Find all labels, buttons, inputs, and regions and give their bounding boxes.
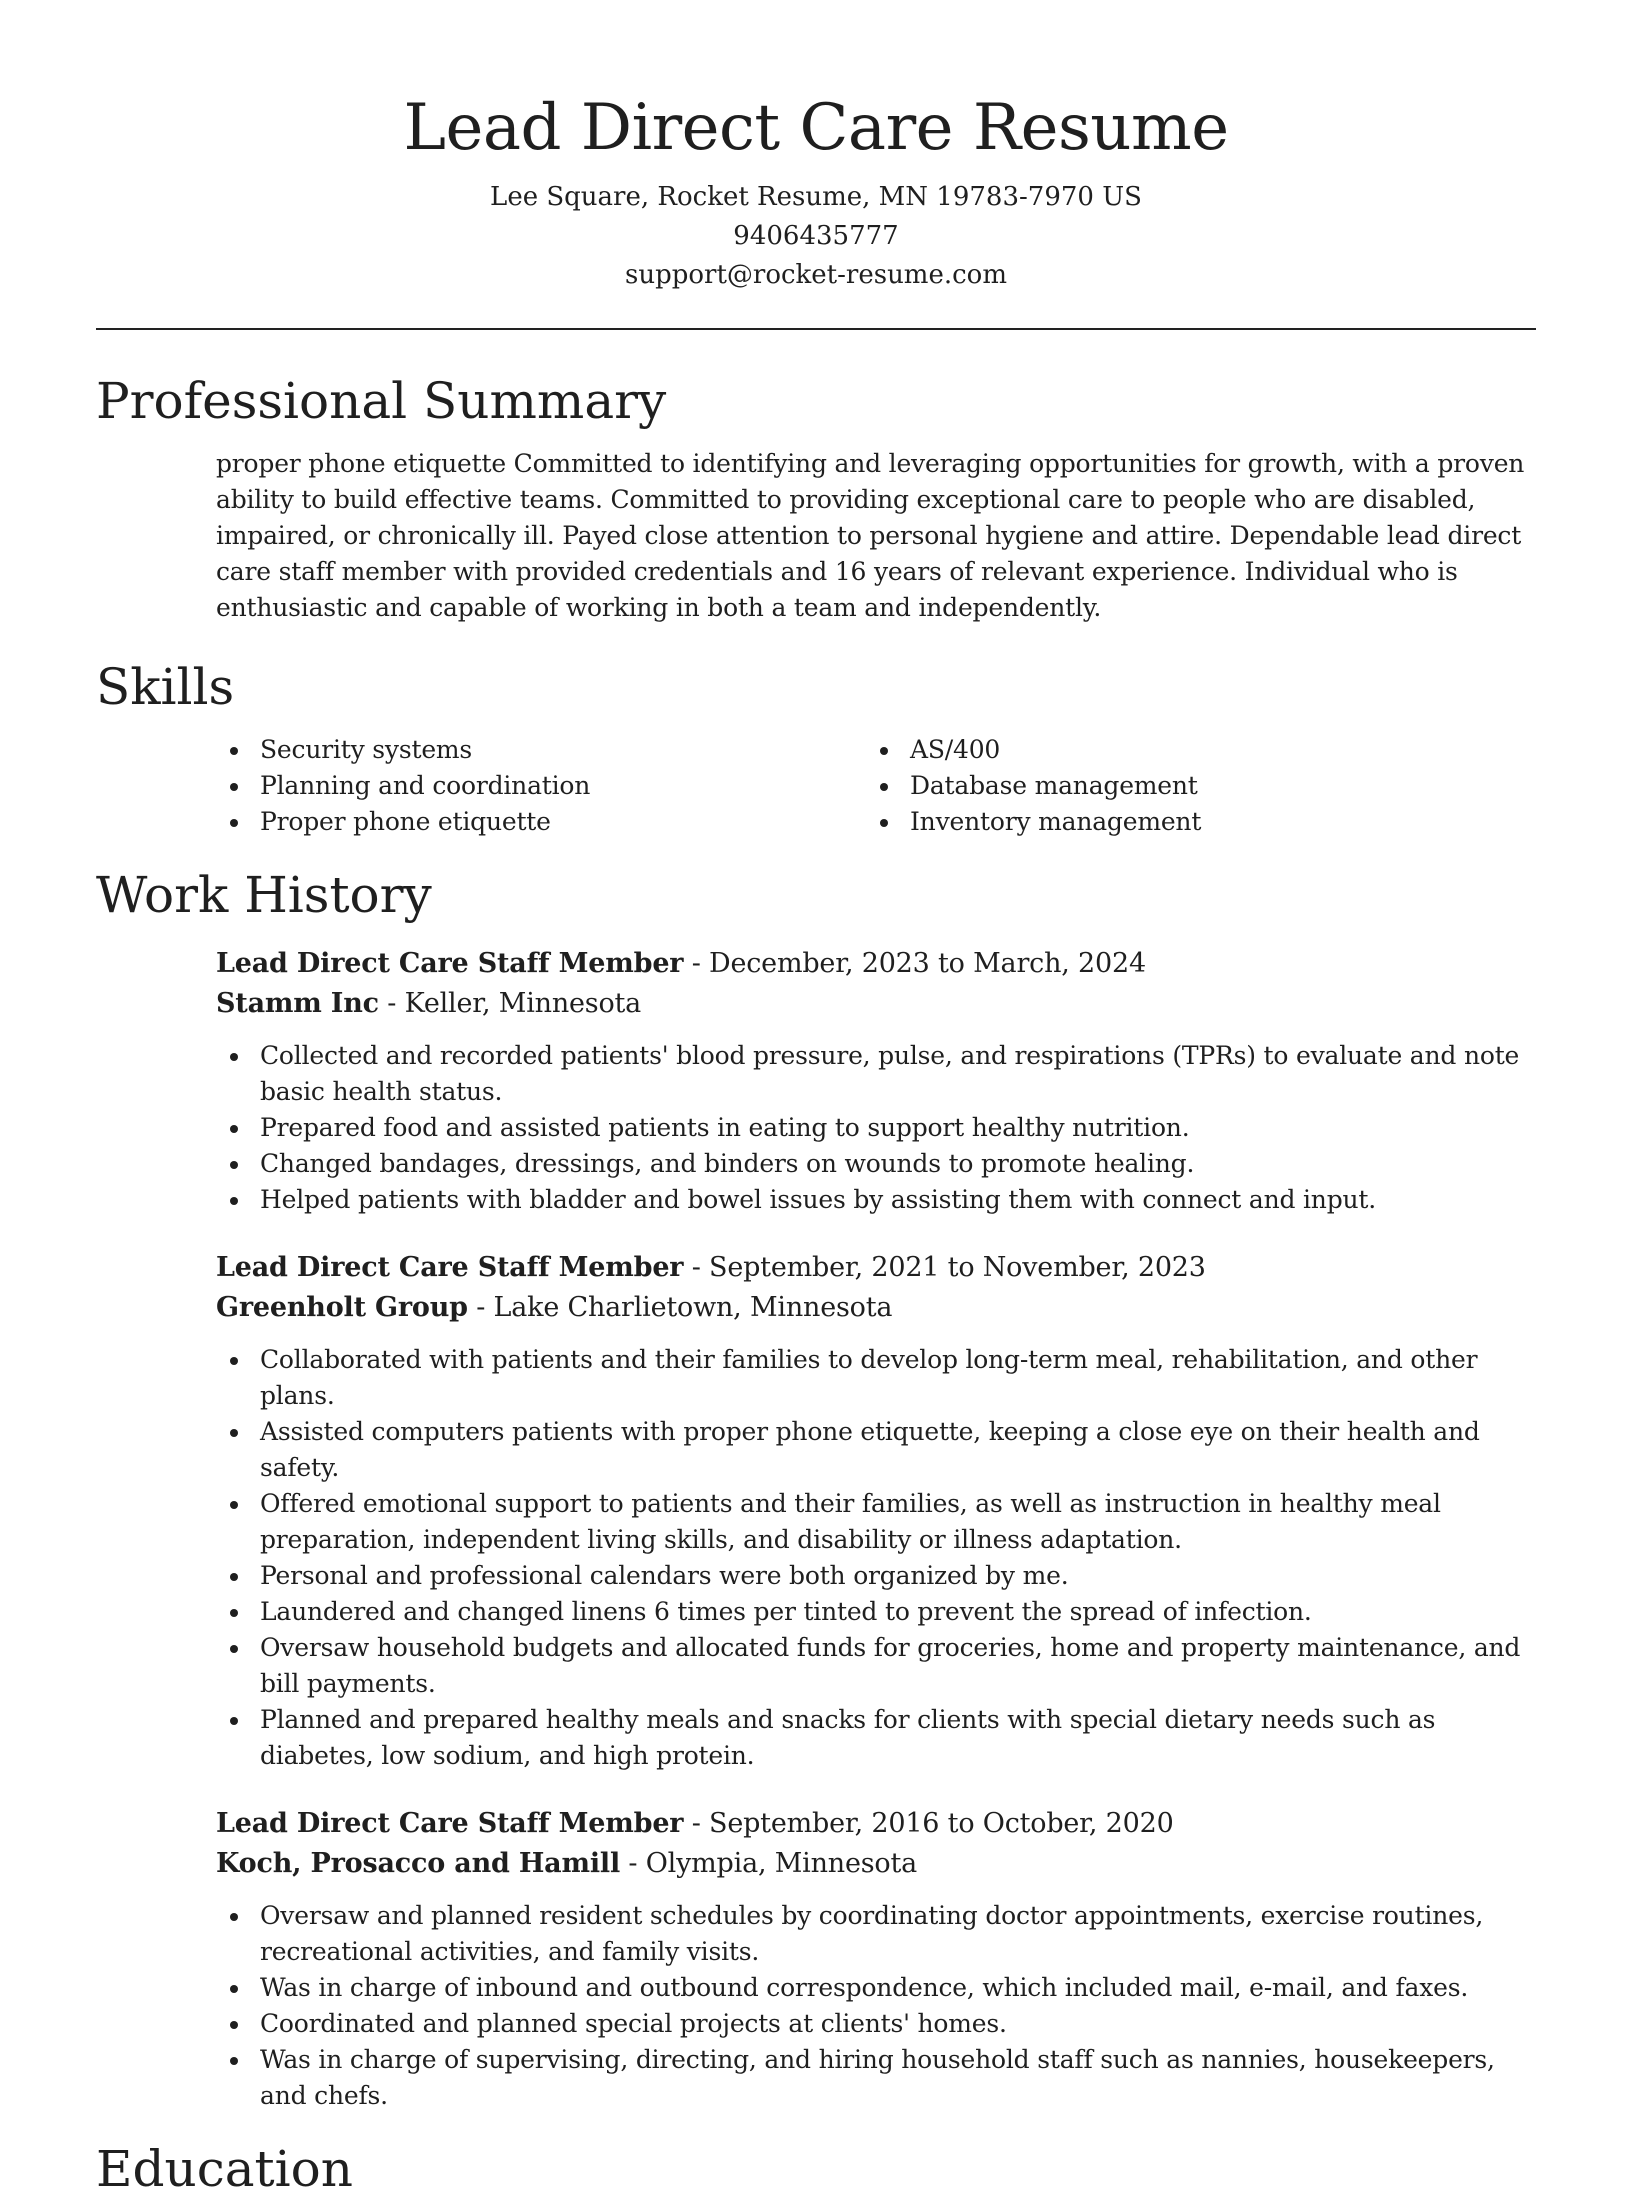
job-duties-list (216, 1038, 1536, 1218)
job-duties-list (216, 1342, 1536, 1774)
job-location: - Lake Charlietown, Minnesota (467, 1292, 893, 1323)
skills-grid (216, 732, 1536, 840)
resume-title: Lead Direct Care Resume (403, 91, 1229, 165)
summary-heading: Professional Summary (96, 372, 667, 430)
job-duty: Helped patients with bladder and bowel issues by assisting them with connect and input. (216, 1182, 1536, 1218)
job-company-line (216, 1288, 1536, 1328)
contact-phone: 9406435777 (733, 221, 899, 251)
job-company: Koch, Prosacco and Hamill (216, 1848, 621, 1879)
job-title-line (216, 1804, 1536, 1844)
job-duty: Changed bandages, dressings, and binders on wounds to promote healing. (216, 1146, 1536, 1182)
job-duty: Collaborated with patients and their families to develop long-term meal, rehabilitation, and other plans. (216, 1342, 1536, 1414)
skill-item: Planning and coordination (216, 768, 866, 804)
job-title: Lead Direct Care Staff Member (216, 948, 684, 979)
work-history-heading: Work History (96, 866, 432, 924)
summary-text: proper phone etiquette Committed to identifying and leveraging opportunities for growth, with a proven ability to build effective teams. Committed to providing exceptional care to people who are disabled, impaired, or chronically ill. Payed close attention to personal hygiene and attire. Dependable lead direct care staff member with provided credentials and 16 years of relevant experience. Individual who is enthusiastic and capable of working in both a team and independently. (216, 449, 1525, 622)
job-duty: Was in charge of inbound and outbound correspondence, which included mail, e-mail, and faxes. (216, 1970, 1536, 2006)
header-divider (96, 328, 1536, 330)
skill-item: AS/400 (866, 732, 1516, 768)
resume-page (96, 0, 1536, 2202)
job-title-line (216, 944, 1536, 984)
job-duty: Prepared food and assisted patients in eating to support healthy nutrition. (216, 1110, 1536, 1146)
job-duty: Offered emotional support to patients and their families, as well as instruction in healthy meal preparation, independent living skills, and disability or illness adaptation. (216, 1486, 1536, 1558)
job-title: Lead Direct Care Staff Member (216, 1252, 684, 1283)
job-company: Stamm Inc (216, 988, 379, 1019)
skills-heading: Skills (96, 658, 235, 716)
resume-header (96, 0, 1536, 295)
job-duty: Laundered and changed linens 6 times per tinted to prevent the spread of infection. (216, 1594, 1536, 1630)
skill-item: Inventory management (866, 804, 1516, 840)
job-entry (216, 1804, 1536, 2114)
job-duty: Collected and recorded patients' blood pressure, pulse, and respirations (TPRs) to evaluate and note basic health status. (216, 1038, 1536, 1110)
job-duty: Oversaw and planned resident schedules by coordinating doctor appointments, exercise routines, recreational activities, and family visits. (216, 1898, 1536, 1970)
job-duty: Planned and prepared healthy meals and snacks for clients with special dietary needs such as diabetes, low sodium, and high protein. (216, 1702, 1536, 1774)
job-dates: - September, 2016 to October, 2020 (683, 1808, 1174, 1839)
job-company: Greenholt Group (216, 1292, 468, 1323)
skills-column-left (216, 732, 866, 840)
job-company-line (216, 984, 1536, 1024)
job-dates: - September, 2021 to November, 2023 (683, 1252, 1206, 1283)
job-title: Lead Direct Care Staff Member (216, 1808, 684, 1839)
job-dates: - December, 2023 to March, 2024 (683, 948, 1146, 979)
skill-item: Proper phone etiquette (216, 804, 866, 840)
job-duty: Assisted computers patients with proper phone etiquette, keeping a close eye on their health and safety. (216, 1414, 1536, 1486)
job-duty: Coordinated and planned special projects at clients' homes. (216, 2006, 1536, 2042)
job-duty: Personal and professional calendars were both organized by me. (216, 1558, 1536, 1594)
job-duty: Oversaw household budgets and allocated funds for groceries, home and property maintenance, and bill payments. (216, 1630, 1536, 1702)
education-heading: Education (96, 2140, 353, 2198)
contact-block (96, 178, 1536, 295)
contact-address: Lee Square, Rocket Resume, MN 19783-7970 US (490, 182, 1142, 212)
skill-item: Security systems (216, 732, 866, 768)
job-company-line (216, 1844, 1536, 1884)
skills-column-right (866, 732, 1516, 840)
job-location: - Olympia, Minnesota (620, 1848, 918, 1879)
skill-item: Database management (866, 768, 1516, 804)
job-entry (216, 944, 1536, 1218)
job-entry (216, 1248, 1536, 1774)
job-title-line (216, 1248, 1536, 1288)
job-duty: Was in charge of supervising, directing, and hiring household staff such as nannies, housekeepers, and chefs. (216, 2042, 1536, 2114)
job-duties-list (216, 1898, 1536, 2114)
contact-email: support@rocket-resume.com (624, 260, 1007, 290)
job-location: - Keller, Minnesota (378, 988, 642, 1019)
